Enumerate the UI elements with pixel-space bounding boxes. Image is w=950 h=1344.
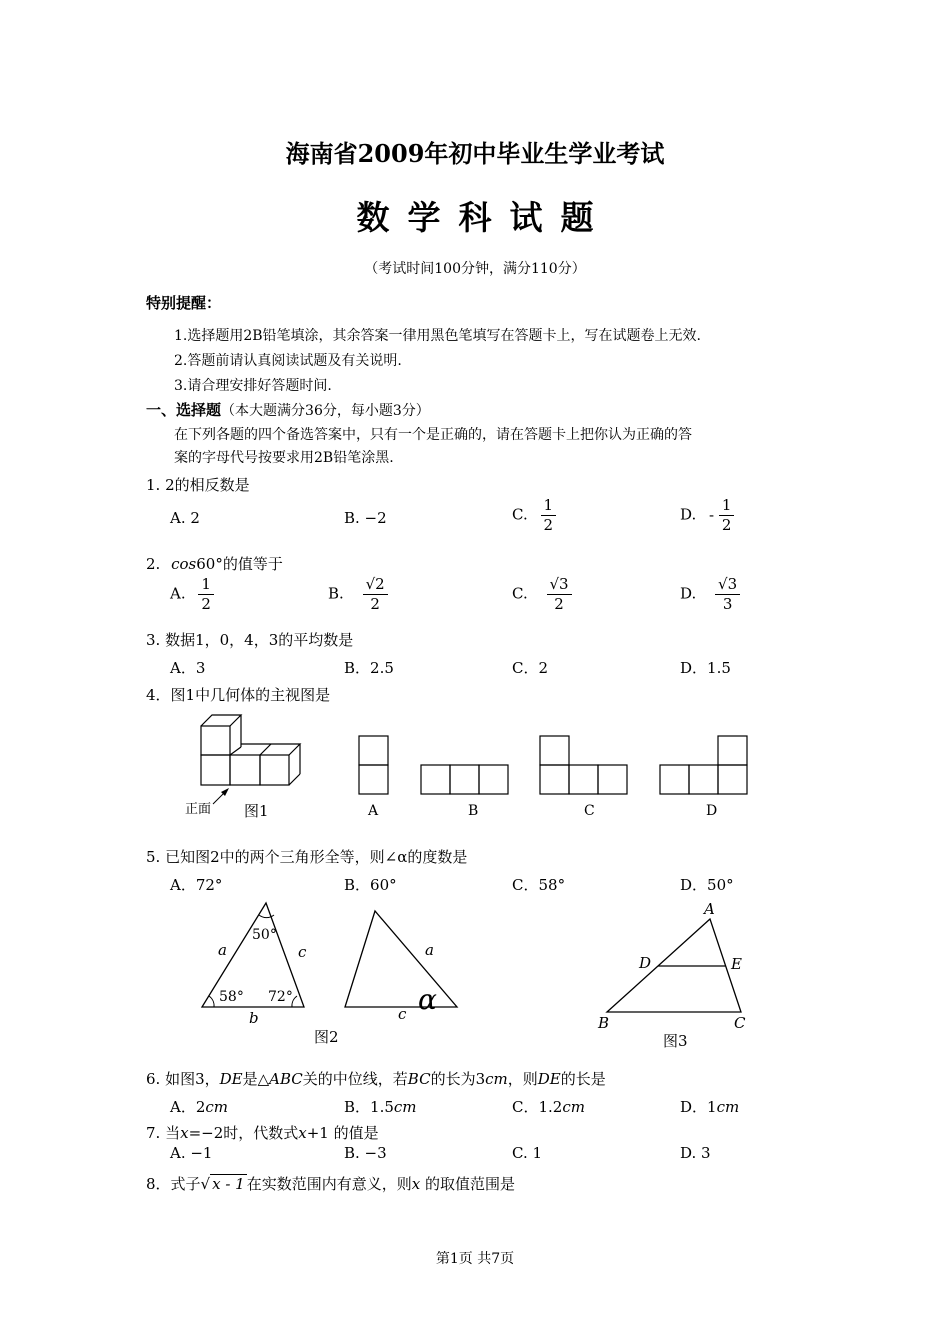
tri2-side-a-label: a bbox=[425, 941, 434, 959]
q8-mid: 在实数范围内有意义，则 bbox=[246, 1175, 412, 1193]
angle-right-label: 72° bbox=[268, 989, 293, 1005]
q2-a-label: A. bbox=[170, 584, 186, 603]
angle-arc-left bbox=[209, 996, 214, 1007]
q7-x1: x bbox=[180, 1124, 189, 1142]
q6-stem bbox=[146, 1068, 606, 1089]
q2-a-num: 1 bbox=[198, 577, 214, 595]
q1-d-label: D. bbox=[680, 505, 697, 524]
q7-mid: =−2时，代数式 bbox=[188, 1124, 299, 1142]
q7-pre: 7. 当 bbox=[146, 1124, 181, 1142]
sqrt-icon: √ bbox=[200, 1175, 211, 1193]
notice-item-2: 2.答题前请认真阅读试题及有关说明. bbox=[174, 353, 402, 369]
q7-option-b: B. −3 bbox=[344, 1144, 387, 1162]
q2-option-b bbox=[328, 577, 388, 612]
view-c-label: C bbox=[584, 803, 595, 819]
page-footer: 第1页 共7页 bbox=[435, 1251, 515, 1267]
q6-d-text: D．1 bbox=[680, 1098, 717, 1116]
q6-option-b bbox=[344, 1096, 417, 1117]
view-d bbox=[660, 736, 747, 794]
q6-mid: 是△ bbox=[242, 1070, 270, 1088]
q5-stem: 5. 已知图2中的两个三角形全等，则∠α的度数是 bbox=[146, 848, 468, 866]
q1-option-d bbox=[680, 498, 734, 533]
section-heading bbox=[146, 399, 430, 420]
q5-option-c: C．58° bbox=[512, 876, 566, 894]
q2-a-fraction bbox=[198, 577, 214, 612]
q7-end: +1 的值是 bbox=[306, 1124, 379, 1142]
q2-a-den: 2 bbox=[201, 595, 211, 613]
q6-cm: cm bbox=[485, 1070, 508, 1088]
q3-option-c: C．2 bbox=[512, 659, 549, 677]
q1-d-den: 2 bbox=[721, 516, 732, 534]
section-instructions-1: 在下列各题的四个备选答案中，只有一个是正确的，请在答题卡上把你认为正确的答 bbox=[174, 427, 692, 443]
q1-option-c bbox=[512, 498, 556, 533]
figure1-solid bbox=[201, 715, 300, 785]
q1-stem: 1. 2的相反数是 bbox=[146, 476, 250, 494]
q8-pre: 8．式子 bbox=[146, 1175, 201, 1193]
q5-option-d: D．50° bbox=[680, 876, 734, 894]
side-c-label: c bbox=[298, 943, 307, 961]
angle-left-label: 58° bbox=[219, 989, 244, 1005]
q6-option-d bbox=[680, 1096, 739, 1117]
q2-c-num: √3 bbox=[547, 577, 572, 595]
q3-option-d: D．1.5 bbox=[680, 659, 731, 677]
view-c bbox=[540, 736, 627, 794]
q6-c-text: C．1.2 bbox=[512, 1098, 563, 1116]
q7-x2: x bbox=[298, 1124, 307, 1142]
front-label: 正面 bbox=[185, 802, 212, 817]
q1-d-num: 1 bbox=[719, 498, 735, 516]
angle-top-label: 50° bbox=[252, 927, 277, 943]
q2-d-label: D. bbox=[680, 584, 697, 603]
q2-b-num: √2 bbox=[363, 577, 388, 595]
q2-b-fraction bbox=[363, 577, 388, 612]
q6-mid3: 的长为3 bbox=[430, 1070, 486, 1088]
time-note: （考试时间100分钟，满分110分） bbox=[364, 261, 586, 277]
q2-stem-text: 60°的值等于 bbox=[196, 555, 283, 573]
q6-mid4: ，则 bbox=[507, 1070, 538, 1088]
q1-d-fraction bbox=[719, 498, 735, 533]
q2-d-fraction bbox=[715, 577, 740, 612]
q2-stem bbox=[146, 553, 283, 574]
q6-end: 的长是 bbox=[560, 1070, 606, 1088]
q2-d-den: 3 bbox=[722, 595, 733, 613]
q2-option-d bbox=[680, 577, 740, 612]
q1-c-label: C. bbox=[512, 505, 528, 524]
q8-x: x bbox=[411, 1175, 421, 1193]
q2-option-a bbox=[170, 577, 214, 612]
q6-b-text: B．1.5 bbox=[344, 1098, 394, 1116]
subject-title: 数学科试题 bbox=[356, 198, 612, 237]
q7-option-d: D. 3 bbox=[680, 1144, 711, 1162]
side-b-label: b bbox=[249, 1009, 259, 1027]
q6-a-text: A．2 bbox=[170, 1098, 206, 1116]
q6-b-unit: cm bbox=[393, 1098, 417, 1116]
q2-c-den: 2 bbox=[554, 595, 564, 613]
q2-option-c bbox=[512, 577, 572, 612]
point-e-label: E bbox=[731, 955, 742, 973]
q2-b-den: 2 bbox=[370, 595, 380, 613]
point-d-label: D bbox=[639, 954, 652, 972]
q7-option-a: A. −1 bbox=[170, 1144, 213, 1162]
q4-stem: 4．图1中几何体的主视图是 bbox=[146, 686, 331, 704]
q7-option-c: C. 1 bbox=[512, 1144, 543, 1162]
section-instructions-2: 案的字母代号按要求用2B铅笔涂黑. bbox=[174, 450, 394, 466]
section-number: 一、 bbox=[146, 401, 177, 419]
exam-title: 海南省2009年初中毕业生学业考试 bbox=[285, 139, 665, 168]
view-d-label: D bbox=[706, 803, 718, 819]
point-b-label: B bbox=[598, 1014, 610, 1032]
notice-item-3: 3.请合理安排好答题时间. bbox=[174, 378, 332, 394]
view-b bbox=[421, 765, 508, 794]
q6-option-a bbox=[170, 1096, 228, 1117]
fig3-label: 图3 bbox=[663, 1032, 688, 1050]
q2-c-fraction bbox=[547, 577, 572, 612]
q6-de2: DE bbox=[537, 1070, 561, 1088]
q5-option-a: A．72° bbox=[170, 876, 223, 894]
q6-a-unit: cm bbox=[205, 1098, 229, 1116]
q6-bc: BC bbox=[407, 1070, 431, 1088]
q2-b-label: B. bbox=[328, 584, 344, 603]
fig1-label: 图1 bbox=[244, 802, 269, 820]
tri2-side-c-label: c bbox=[398, 1005, 407, 1023]
q6-mid2: 关的中位线，若 bbox=[302, 1070, 408, 1088]
fig2-label: 图2 bbox=[314, 1028, 339, 1046]
q6-option-c bbox=[512, 1096, 585, 1117]
point-c-label: C bbox=[734, 1014, 746, 1032]
view-a bbox=[359, 736, 388, 794]
q1-d-minus: - bbox=[709, 505, 715, 524]
q6-c-unit: cm bbox=[562, 1098, 585, 1116]
q3-option-a: A．3 bbox=[170, 659, 206, 677]
q1-c-num: 1 bbox=[541, 498, 557, 516]
q7-stem bbox=[146, 1122, 379, 1143]
q6-abc: ABC bbox=[269, 1070, 303, 1088]
q1-c-fraction bbox=[541, 498, 557, 533]
side-a-label: a bbox=[218, 941, 227, 959]
q5-option-b: B．60° bbox=[344, 876, 397, 894]
q2-c-label: C. bbox=[512, 584, 528, 603]
q1-option-b: B. −2 bbox=[344, 509, 387, 527]
view-b-label: B bbox=[468, 803, 479, 819]
q4-figures bbox=[0, 700, 950, 830]
q6-de: DE bbox=[219, 1070, 243, 1088]
q2-d-num: √3 bbox=[715, 577, 740, 595]
point-a-label: A bbox=[704, 900, 715, 918]
q2-num: 2. bbox=[146, 555, 161, 573]
q6-d-unit: cm bbox=[716, 1098, 740, 1116]
q8-end: 的取值范围是 bbox=[420, 1175, 515, 1193]
view-a-label: A bbox=[368, 803, 379, 819]
alpha-label: α bbox=[418, 983, 437, 1016]
q3-option-b: B．2.5 bbox=[344, 659, 394, 677]
q8-radicand: x - 1 bbox=[212, 1175, 245, 1193]
q2-cos: cos bbox=[171, 555, 197, 573]
triangle-2 bbox=[345, 911, 457, 1007]
q1-c-den: 2 bbox=[543, 516, 554, 534]
notice-item-1: 1.选择题用2B铅笔填涂，其余答案一律用黑色笔填写在答题卡上，写在试题卷上无效. bbox=[174, 328, 702, 344]
section-title: 选择题 bbox=[176, 401, 222, 419]
q3-stem: 3. 数据1，0，4，3的平均数是 bbox=[146, 631, 354, 649]
q6-pre: 6. 如图3， bbox=[146, 1070, 220, 1088]
q5-figures bbox=[0, 895, 950, 1055]
notice-label: 特别提醒： bbox=[146, 294, 222, 312]
section-score-note: （本大题满分36分，每小题3分） bbox=[221, 403, 430, 419]
q1-option-a: A. 2 bbox=[170, 509, 200, 527]
q8-stem bbox=[146, 1173, 515, 1194]
